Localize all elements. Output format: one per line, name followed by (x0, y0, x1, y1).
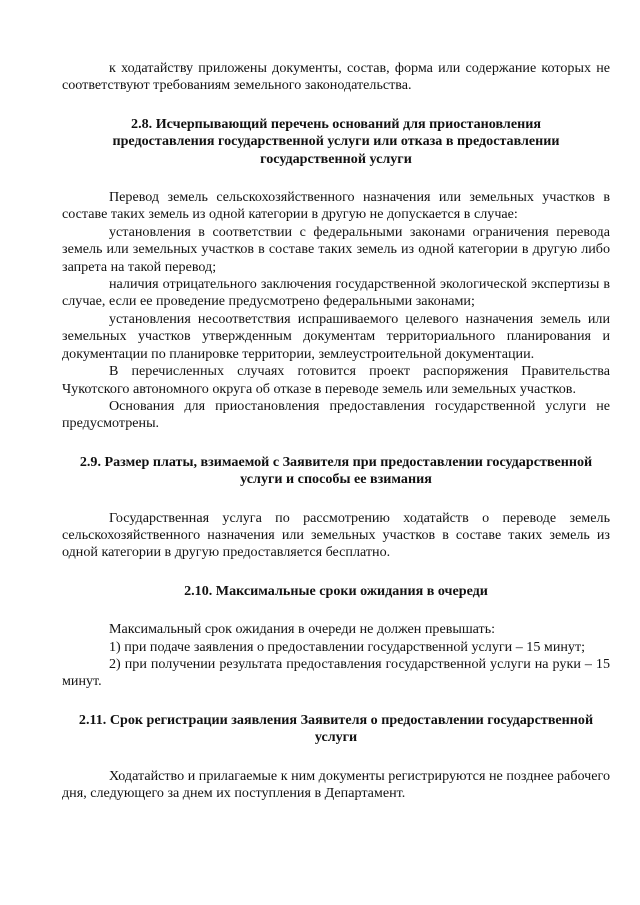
spacer (62, 747, 610, 768)
paragraph: установления в соответствии с федеральными законами ограничения перевода земель или земельных участков в составе таких земель из одной категории в другую либо запрета на такой перевод; (62, 223, 610, 275)
paragraph: Перевод земель сельскохозяйственного назначения или земельных участков в составе таких земель из одной категории в другую не допускается в случае: (62, 189, 610, 223)
section-heading-2-9: 2.9. Размер платы, взимаемой с Заявителя при предоставлении государственной услуги и способы ее взимания (79, 453, 593, 488)
spacer (62, 489, 610, 510)
spacer (62, 691, 610, 712)
paragraph: Государственная услуга по рассмотрению ходатайств о переводе земель сельскохозяйственного назначения или земельных участков в составе таких земель из одной категории в другую предоставляется бесплатно. (62, 509, 610, 561)
section-heading-2-8: 2.8. Исчерпывающий перечень оснований для приостановления предоставления государственной услуги или отказа в предоставлении государственной услуги (112, 115, 560, 167)
spacer (62, 168, 610, 189)
paragraph: 2) при получении результата предоставления государственной услуги на руки – 15 минут. (62, 655, 610, 690)
spacer (62, 562, 610, 583)
paragraph: установления несоответствия испрашиваемого целевого назначения земель или земельных участков утвержденным документам территориального планирования и документации по планировке территории, землеустроительной документации. (62, 310, 610, 362)
paragraph: Максимальный срок ожидания в очереди не должен превышать: (109, 621, 496, 638)
section-heading-2-11: 2.11. Срок регистрации заявления Заявителя о предоставлении государственной услуги (78, 711, 594, 746)
paragraph: В перечисленных случаях готовится проект распоряжения Правительства Чукотского автономного округа об отказе в переводе земель или земельных участков. (62, 363, 610, 397)
spacer (62, 95, 610, 116)
paragraph: Ходатайство и прилагаемые к ним документы регистрируются не позднее рабочего дня, следующего за днем их поступления в Департамент. (62, 767, 610, 801)
paragraph: 1) при подаче заявления о предоставлении государственной услуги – 15 минут; (109, 638, 586, 655)
document-page (62, 60, 610, 802)
paragraph: Основания для приостановления предоставления государственной услуги не предусмотрены. (62, 397, 610, 432)
paragraph: наличия отрицательного заключения государственной экологической экспертизы в случае, если ее проведение предусмотрено федеральными законами; (62, 276, 610, 310)
section-heading-2-10: 2.10. Максимальные сроки ожидания в очереди (184, 582, 488, 599)
spacer (62, 600, 610, 621)
spacer (62, 433, 610, 454)
intro-continuation: к ходатайству приложены документы, состав, форма или содержание которых не соответствуют требованиям земельного законодательства. (62, 60, 610, 94)
